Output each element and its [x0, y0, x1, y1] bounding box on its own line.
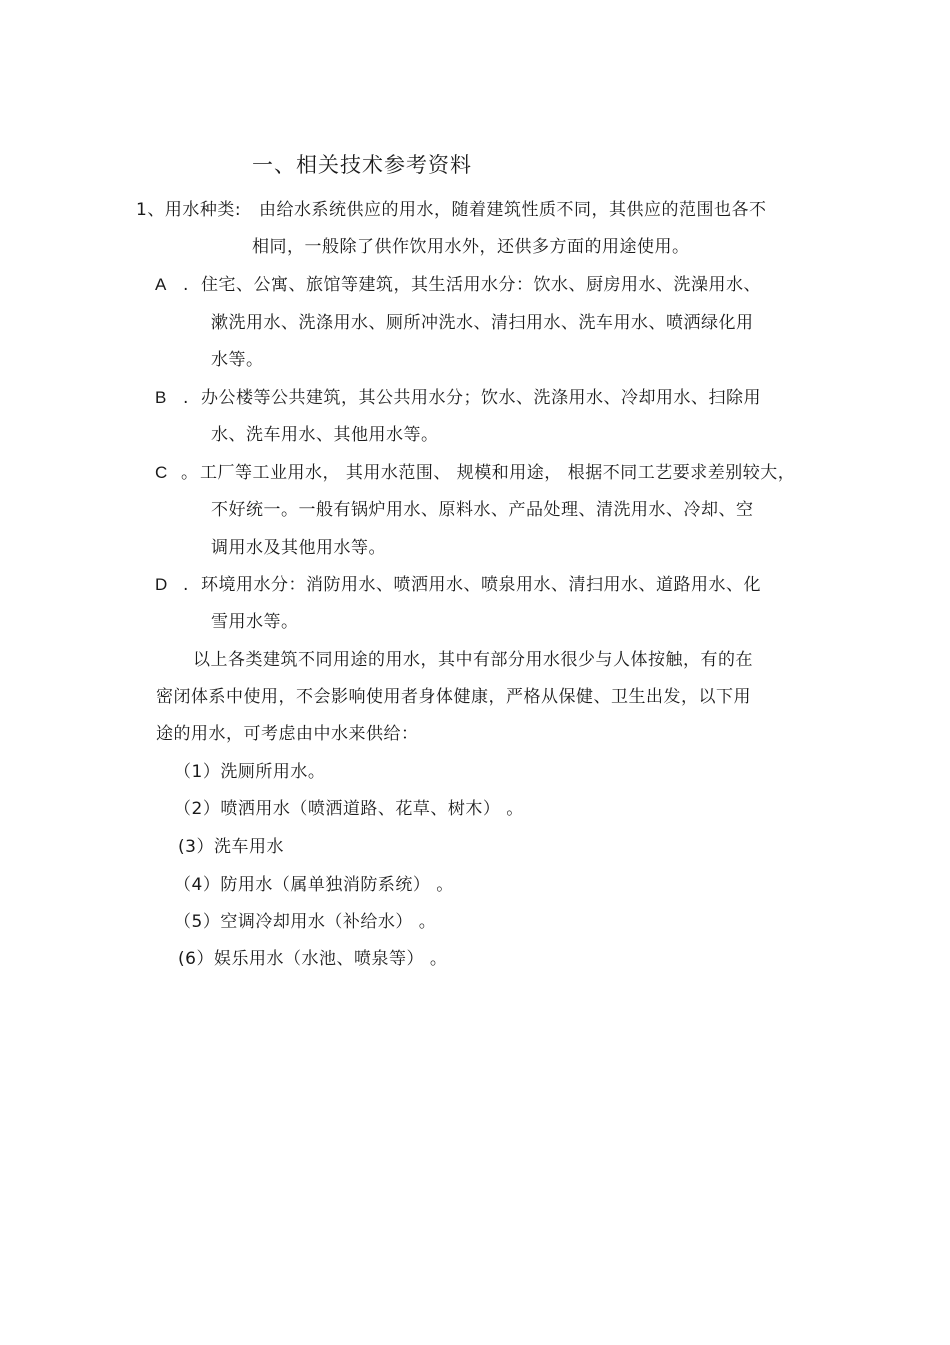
item-d-line-2: 雪用水等。 — [211, 612, 299, 632]
item-b-line-1: 办公楼等公共建筑，其公共用水分；饮水、洗涤用水、冷却用水、扫除用 — [201, 388, 761, 408]
item-b-letter: B — [155, 388, 167, 407]
list-item-5: （5）空调冷却用水（补给水） 。 — [174, 912, 437, 932]
page-title: 一、相关技术参考资料 — [252, 153, 472, 177]
section-1-line-2: 相同，一般除了供作饮用水外，还供多方面的用途使用。 — [252, 237, 690, 257]
item-a-line-3: 水等。 — [211, 350, 264, 370]
section-1-marker: 1、用水种类: — [136, 200, 242, 220]
item-a-letter: A — [155, 275, 167, 294]
list-item-1: （1）洗厕所用水。 — [174, 762, 326, 782]
item-a-separator: . — [183, 275, 189, 295]
section-1-line-1: 由给水系统供应的用水，随着建筑性质不同，其供应的范围也各不 — [259, 200, 767, 220]
item-c-line-2: 不好统一。一般有锅炉用水、原料水、产品处理、清洗用水、冷却、空 — [211, 500, 754, 520]
paragraph-line-1: 以上各类建筑不同用途的用水，其中有部分用水很少与人体按触，有的在 — [193, 650, 753, 670]
list-item-6: (6）娱乐用水（水池、喷泉等） 。 — [178, 949, 448, 969]
item-d-separator: . — [183, 575, 189, 595]
item-c-line-1: 工厂等工业用水， 其用水范围、 规模和用途， 根据不同工艺要求差别较大， — [200, 463, 796, 483]
list-item-2: （2）喷洒用水（喷洒道路、花草、树木） 。 — [174, 799, 524, 819]
item-d-line-1: 环境用水分：消防用水、喷洒用水、喷泉用水、清扫用水、道路用水、化 — [201, 575, 761, 595]
item-c-letter: C — [155, 463, 168, 482]
item-a-line-1: 住宅、公寓、旅馆等建筑，其生活用水分：饮水、厨房用水、洗澡用水、 — [201, 275, 761, 295]
paragraph-line-3: 途的用水，可考虑由中水来供给： — [156, 724, 419, 744]
item-b-separator: . — [183, 388, 189, 408]
item-c-separator: 。 — [181, 463, 198, 483]
item-c-line-3: 调用水及其他用水等。 — [211, 538, 386, 558]
paragraph-line-2: 密闭体系中使用，不会影响使用者身体健康，严格从保健、卫生出发，以下用 — [156, 687, 751, 707]
item-a-line-2: 漱洗用水、洗涤用水、厕所冲洗水、清扫用水、洗车用水、喷洒绿化用 — [211, 313, 754, 333]
list-item-3: (3）洗车用水 — [178, 837, 284, 857]
item-b-line-2: 水、洗车用水、其他用水等。 — [211, 425, 439, 445]
item-d-letter: D — [155, 575, 168, 594]
list-item-4: （4）防用水（属单独消防系统） 。 — [174, 875, 454, 895]
